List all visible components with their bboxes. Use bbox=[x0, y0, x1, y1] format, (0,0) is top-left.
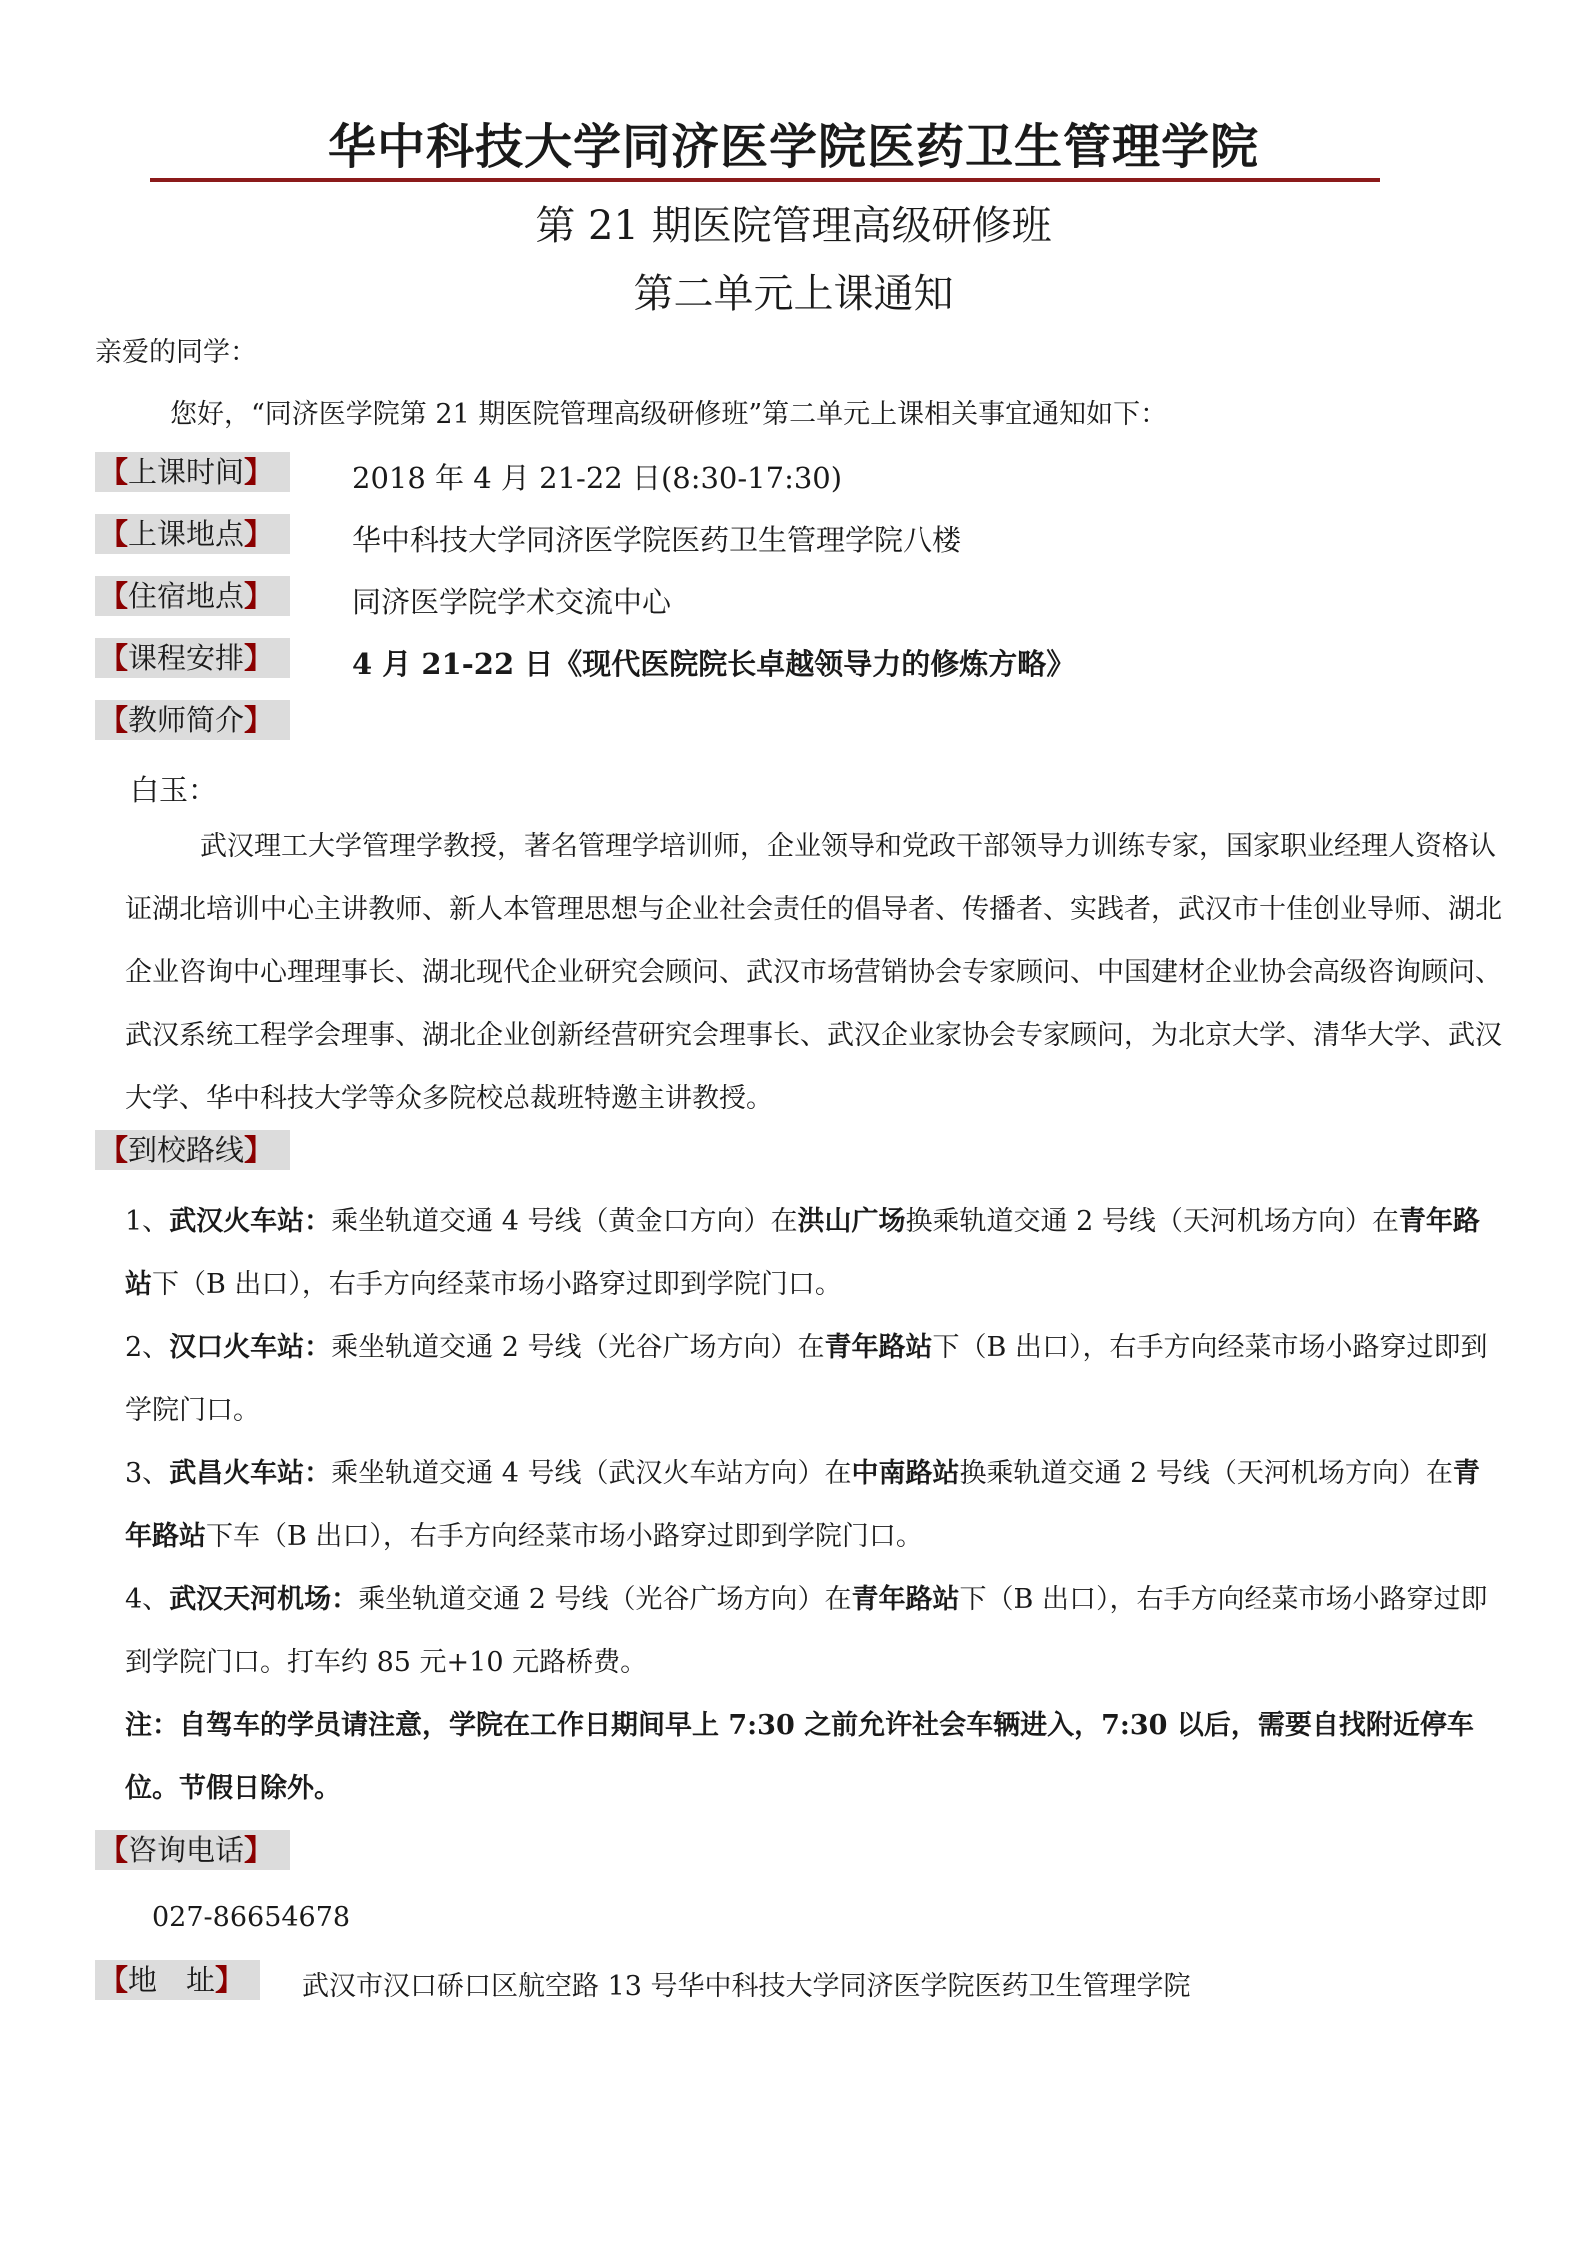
greeting: 亲爱的同学： bbox=[95, 337, 257, 368]
label-route: 【到校路线】 bbox=[95, 1130, 290, 1170]
value-place: 华中科技大学同济医学院医药卫生管理学院八楼 bbox=[352, 523, 962, 557]
value-time: 2018 年 4 月 21-22 日(8:30-17:30) bbox=[352, 461, 843, 495]
doc-subtitle: 第二单元上课通知 bbox=[633, 271, 954, 317]
label-address: 【地 址】 bbox=[95, 1960, 260, 2000]
address-text: 武汉市汉口硚口区航空路 13 号华中科技大学同济医学院医药卫生管理学院 bbox=[302, 1971, 1191, 2002]
value-course: 4 月 21-22 日《现代医院院长卓越领导力的修炼方略》 bbox=[352, 647, 1076, 681]
value-lodging: 同济医学院学术交流中心 bbox=[352, 585, 672, 619]
phone-number: 027-86654678 bbox=[152, 1902, 351, 1933]
route-item: 3、武昌火车站：乘坐轨道交通 4 号线（武汉火车站方向）在中南路站换乘轨道交通 2 号线（天河机场方向）在青年路站下车（B 出口），右手方向经菜市场小路穿过即到学院门口。 bbox=[125, 1458, 1480, 1552]
label-phone: 【咨询电话】 bbox=[95, 1830, 290, 1870]
route-item: 2、汉口火车站：乘坐轨道交通 2 号线（光谷广场方向）在青年路站下（B 出口），右手方向经菜市场小路穿过即到学院门口。 bbox=[125, 1332, 1488, 1426]
route-item: 4、武汉天河机场：乘坐轨道交通 2 号线（光谷广场方向）在青年路站下（B 出口），右手方向经菜市场小路穿过即到学院门口。打车约 85 元+10 元路桥费。 bbox=[125, 1584, 1488, 1678]
teacher-bio: 武汉理工大学管理学教授，著名管理学培训师，企业领导和党政干部领导力训练专家，国家职业经理人资格认证湖北培训中心主讲教师、新人本管理思想与企业社会责任的倡导者、传播者、实践者，武汉市十佳创业导师、湖北企业咨询中心理理事长、湖北现代企业研究会顾问、武汉市场营销协会专家顾问、中国建材企业协会高级咨询顾问、武汉系统工程学会理事、湖北企业创新经营研究会理事长、武汉企业家协会专家顾问，为北京大学、清华大学、武汉大学、华中科技大学等众多院校总裁班特邀主讲教授。 bbox=[125, 831, 1502, 1114]
doc-title: 第 21 期医院管理高级研修班 bbox=[535, 203, 1052, 249]
route-item: 1、武汉火车站：乘坐轨道交通 4 号线（黄金口方向）在洪山广场换乘轨道交通 2 号线（天河机场方向）在青年路站下（B 出口），右手方向经菜市场小路穿过即到学院门口。 bbox=[125, 1206, 1480, 1300]
parking-note: 注：自驾车的学员请注意，学院在工作日期间早上 7:30 之前允许社会车辆进入，7:30 以后，需要自找附近停车位。节假日除外。 bbox=[125, 1710, 1474, 1804]
school-name: 华中科技大学同济医学院医药卫生管理学院 bbox=[327, 119, 1259, 175]
intro: 您好，“同济医学院第 21 期医院管理高级研修班”第二单元上课相关事宜通知如下： bbox=[170, 399, 1168, 430]
label-teacher: 【教师简介】 bbox=[95, 700, 290, 740]
label-lodging: 【住宿地点】 bbox=[95, 576, 290, 616]
label-course: 【课程安排】 bbox=[95, 638, 290, 678]
label-place: 【上课地点】 bbox=[95, 514, 290, 554]
label-time: 【上课时间】 bbox=[95, 452, 290, 492]
header-rule bbox=[150, 178, 1380, 182]
teacher-name: 白玉： bbox=[130, 773, 218, 807]
